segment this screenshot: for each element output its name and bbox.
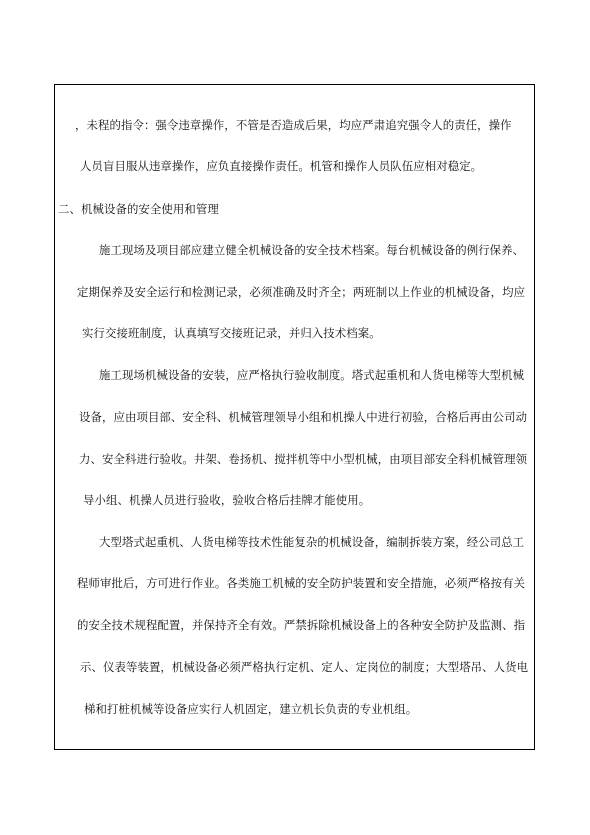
- text-line-12: 程师审批后，方可进行作业。各类施工机械的安全防护装置和安全措施，必须严格按有关: [77, 576, 526, 590]
- text-line-13: 的安全技术规程配置，并保持齐全有效。严禁拆除机械设备上的各种安全防护及监测、指: [77, 618, 526, 632]
- text-line-10: 导小组、机操人员进行验收，验收合格后挂牌才能使用。: [83, 493, 371, 507]
- text-line-11: 大型塔式起重机、人货电梯等技术性能复杂的机械设备，编制拆装方案，经公司总工: [99, 535, 525, 549]
- text-line-6: 实行交接班制度，认真填写交接班记录，并归入技术档案。: [82, 326, 381, 340]
- text-line-14: 示、仪表等装置，机械设备必须严格执行定机、定人、定岗位的制度；大型塔吊、人货电: [80, 660, 529, 674]
- text-line-1: ，未程的指令：强令违章操作，不管是否造成后果，均应严肃追究强令人的责任，操作: [75, 118, 512, 132]
- text-line-4: 施工现场及项目部应建立健全机械设备的安全技术档案。每台机械设备的例行保养、: [99, 243, 525, 257]
- text-line-15: 梯和打桩机械等设备应实行人机固定，建立机长负责的专业机组。: [84, 702, 418, 716]
- text-line-2: 人员盲目服从违章操作，应负直接操作责任。机管和操作人员队伍应相对稳定。: [80, 159, 483, 173]
- section-heading: 二、机械设备的安全使用和管理: [58, 202, 219, 216]
- text-line-7: 施工现场机械设备的安装，应严格执行验收制度。塔式起重机和人货电梯等大型机械: [99, 368, 525, 382]
- text-line-5: 定期保养及安全运行和检测记录，必须准确及时齐全；两班制以上作业的机械设备，均应: [77, 285, 526, 299]
- text-line-9: 力、安全科进行验收。井架、卷扬机、搅拌机等中小型机械，由项目部安全科机械管理领: [79, 452, 528, 466]
- text-line-8: 设备，应由项目部、安全科、机械管理领导小组和机操人中进行初验，合格后再由公司动: [79, 410, 528, 424]
